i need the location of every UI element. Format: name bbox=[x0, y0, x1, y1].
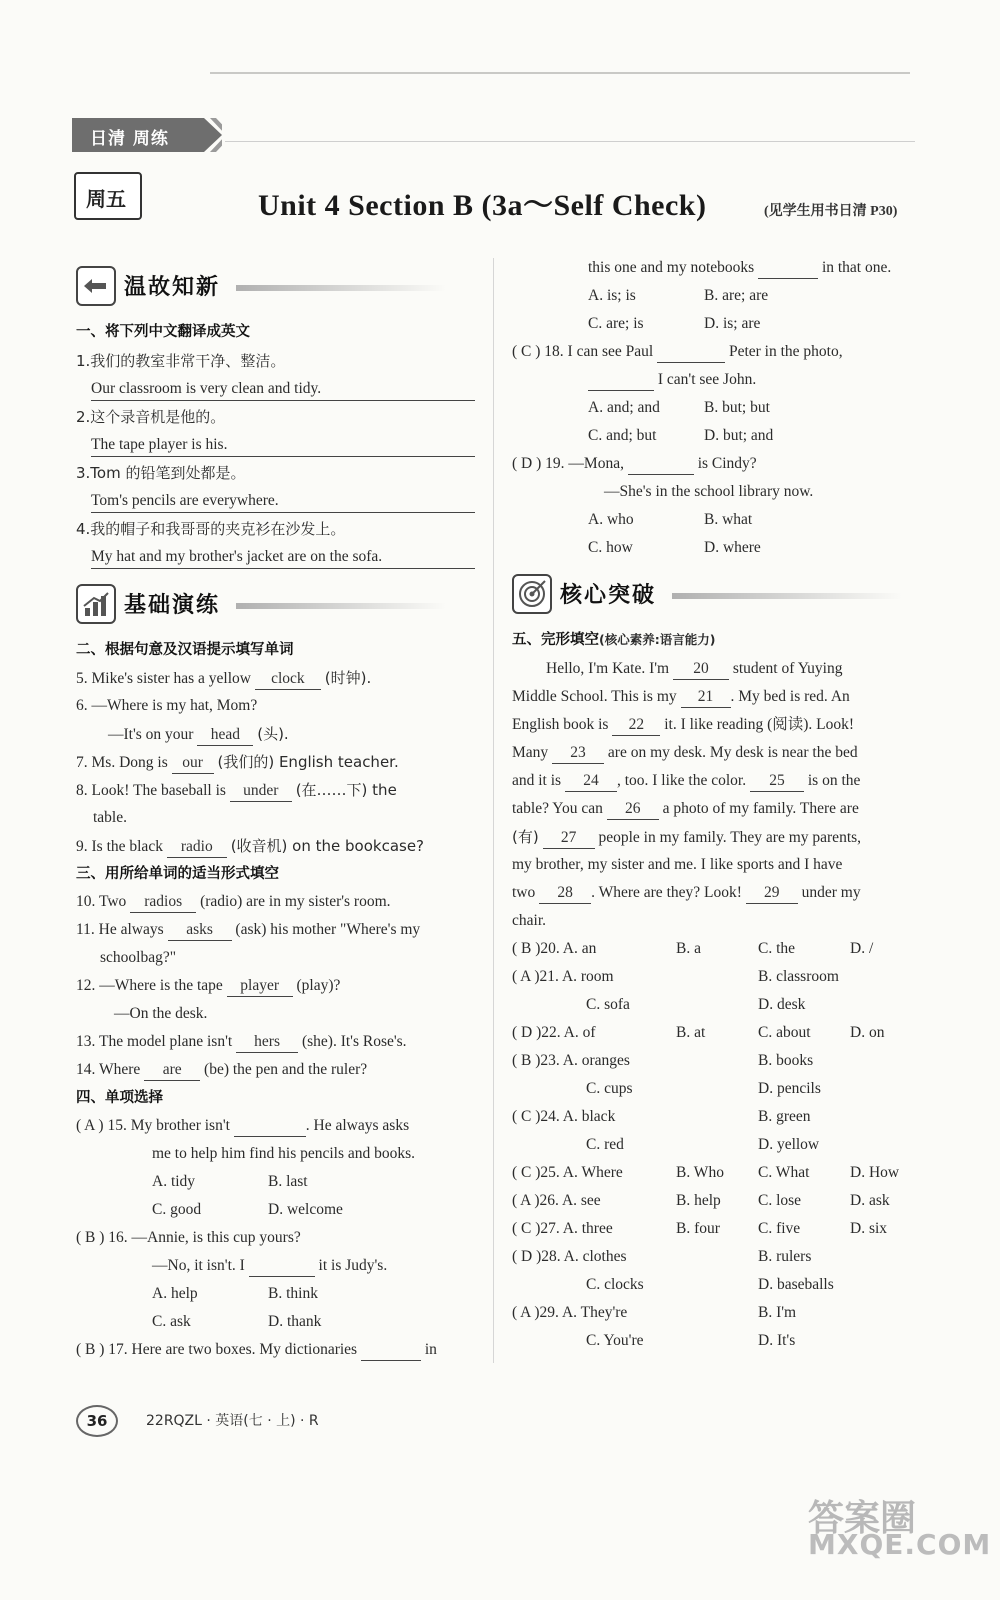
day-flag bbox=[74, 172, 142, 220]
q17-blank2 bbox=[758, 258, 818, 279]
q27-optC: C. five bbox=[758, 1220, 801, 1237]
q11-hint: (ask) his mother "Where's my bbox=[235, 921, 421, 938]
q28-optD: D. baseballs bbox=[758, 1276, 834, 1293]
q17-blank1 bbox=[361, 1340, 421, 1361]
passage-text: Many bbox=[512, 744, 549, 761]
passage-text: student of Yuying bbox=[732, 660, 843, 677]
passage-text: (有) bbox=[512, 828, 539, 846]
q26-optC: C. lose bbox=[758, 1192, 802, 1209]
blank-27: 27 bbox=[543, 828, 595, 849]
q25-optD: D. How bbox=[850, 1164, 900, 1181]
q1-answer: Our classroom is very clean and tidy. bbox=[91, 379, 475, 401]
q24-stem: ( C )24. A. black bbox=[512, 1108, 616, 1125]
q6-blank: head bbox=[197, 725, 253, 746]
passage-line8: my brother, my sister and me. I like sports and I have bbox=[512, 856, 843, 873]
q24-optB: B. green bbox=[758, 1108, 811, 1125]
section-basic bbox=[76, 584, 386, 620]
q22-optB: B. at bbox=[676, 1024, 706, 1041]
q22-stem: ( D )22. A. of bbox=[512, 1024, 596, 1041]
q18-text3: I can't see John. bbox=[657, 371, 757, 388]
q3-chinese: 3.Tom 的铅笔到处都是。 bbox=[76, 464, 246, 482]
q9-blank: radio bbox=[167, 837, 227, 858]
q17-line2 bbox=[588, 258, 891, 279]
q27-optB: B. four bbox=[676, 1220, 720, 1237]
q3-answer: Tom's pencils are everywhere. bbox=[91, 491, 475, 513]
q11-line1 bbox=[76, 920, 420, 941]
q13-blank: hers bbox=[236, 1032, 298, 1053]
blank-29: 29 bbox=[746, 883, 798, 904]
top-rule bbox=[210, 72, 910, 74]
q15-line2: me to help him find his pencils and books. bbox=[152, 1145, 416, 1162]
section-review bbox=[76, 266, 386, 302]
passage-text: table? You can bbox=[512, 800, 603, 817]
q12-hint: (play)? bbox=[296, 977, 341, 994]
blank-25: 25 bbox=[750, 771, 804, 792]
q17-answer: ( B ) bbox=[76, 1341, 105, 1358]
q16-line2 bbox=[152, 1256, 387, 1277]
q25-optC: C. What bbox=[758, 1164, 810, 1181]
q15-optB: B. last bbox=[268, 1173, 308, 1190]
q16-optC: C. ask bbox=[152, 1313, 191, 1330]
bar-chart-icon bbox=[76, 584, 116, 624]
q1-chinese: 1.我们的教室非常干净、整洁。 bbox=[76, 352, 286, 370]
q9-text: 9. Is the black bbox=[76, 838, 163, 855]
q20-optC: C. the bbox=[758, 940, 796, 957]
q5-blank: clock bbox=[255, 669, 321, 690]
q15-answer: ( A ) bbox=[76, 1117, 104, 1134]
q6-line2 bbox=[108, 724, 289, 746]
passage-text: . Where are they? Look! bbox=[591, 884, 742, 901]
q19-line1 bbox=[512, 454, 757, 475]
q18-text: 18. I can see Paul bbox=[544, 343, 654, 360]
q8-hint: (在……下) the bbox=[295, 781, 397, 799]
banner-label: 日清 周练 bbox=[90, 129, 169, 149]
passage-line6 bbox=[512, 799, 859, 820]
book-code: 22RQZL · 英语(七 · 上) · R bbox=[146, 1413, 319, 1429]
q15-text: 15. My brother isn't bbox=[107, 1117, 230, 1134]
q10-text: 10. Two bbox=[76, 893, 127, 910]
q24-optD: D. yellow bbox=[758, 1136, 820, 1153]
q17-optA: A. is; is bbox=[588, 287, 636, 304]
q15-line1 bbox=[76, 1116, 409, 1137]
q18-optC: C. and; but bbox=[588, 427, 657, 444]
q11-blank: asks bbox=[168, 920, 232, 941]
q28-stem: ( D )28. A. clothes bbox=[512, 1248, 627, 1265]
q16-answer: ( B ) bbox=[76, 1229, 105, 1246]
header-rule bbox=[225, 141, 915, 142]
q5-hint: (时钟). bbox=[324, 669, 372, 687]
q9-hint: (收音机) on the bookcase? bbox=[230, 837, 425, 855]
q18-blank2 bbox=[588, 370, 654, 391]
q7-hint: (我们的) English teacher. bbox=[217, 753, 399, 771]
arrows-icon bbox=[76, 266, 116, 306]
q19-answer: ( D ) bbox=[512, 455, 542, 472]
blank-21: 21 bbox=[681, 687, 731, 708]
q21-stem: ( A )21. A. room bbox=[512, 968, 614, 985]
q17-text2: in bbox=[424, 1341, 437, 1358]
passage-text: it. I like reading (阅读). Look! bbox=[664, 716, 855, 733]
q29-optB: B. I'm bbox=[758, 1304, 797, 1321]
q19-text: 19. —Mona, bbox=[545, 455, 624, 472]
q6-text: —It's on your bbox=[108, 726, 194, 743]
passage-text: people in my family. They are my parents, bbox=[598, 829, 862, 846]
q25-optB: B. Who bbox=[676, 1164, 724, 1181]
q16-optA: A. help bbox=[152, 1285, 198, 1302]
q18-answer: ( C ) bbox=[512, 343, 541, 360]
q16-text: 16. —Annie, is this cup yours? bbox=[108, 1229, 301, 1246]
target-icon bbox=[512, 574, 552, 614]
passage-text: Hello, I'm Kate. I'm bbox=[546, 660, 670, 677]
q9 bbox=[76, 836, 424, 858]
q10 bbox=[76, 892, 391, 913]
q20-optD: D. / bbox=[850, 940, 874, 957]
q19-blank bbox=[628, 454, 694, 475]
q29-optC: C. You're bbox=[586, 1332, 644, 1349]
section-basic-title: 基础演练 bbox=[124, 593, 221, 618]
q5 bbox=[76, 668, 371, 690]
q16-blank bbox=[249, 1256, 315, 1277]
q16-optD: D. thank bbox=[268, 1313, 322, 1330]
q12-line2: —On the desk. bbox=[114, 1005, 208, 1022]
q23-optB: B. books bbox=[758, 1052, 814, 1069]
passage-line1 bbox=[546, 659, 843, 680]
q7-blank: our bbox=[172, 753, 214, 774]
passage-line3 bbox=[512, 715, 854, 736]
q15-optC: C. good bbox=[152, 1201, 202, 1218]
q19-optA: A. who bbox=[588, 511, 634, 528]
passage-text: Middle School. This is my bbox=[512, 688, 677, 705]
q23-optC: C. cups bbox=[586, 1080, 633, 1097]
q5-text: 5. Mike's sister has a yellow bbox=[76, 670, 251, 687]
q18-optB: B. but; but bbox=[704, 399, 770, 416]
q14-blank: are bbox=[144, 1060, 200, 1081]
blank-24: 24 bbox=[565, 771, 617, 792]
q21-optC: C. sofa bbox=[586, 996, 630, 1013]
q15-blank bbox=[234, 1116, 306, 1137]
q28-optC: C. clocks bbox=[586, 1276, 644, 1293]
blank-26: 26 bbox=[607, 799, 659, 820]
part5-heading: 五、完形填空 bbox=[512, 632, 599, 648]
q27-optD: D. six bbox=[850, 1220, 888, 1237]
q8-line1 bbox=[76, 780, 397, 802]
q14-text: 14. Where bbox=[76, 1061, 141, 1078]
section-fade-bar bbox=[672, 593, 902, 599]
passage-text: . My bed is red. An bbox=[730, 688, 850, 705]
passage-text: under my bbox=[801, 884, 861, 901]
section-review-title: 温故知新 bbox=[124, 275, 221, 300]
passage-line4 bbox=[512, 743, 858, 764]
passage-text: are on my desk. My desk is near the bed bbox=[607, 744, 858, 761]
q16-text3: it is Judy's. bbox=[318, 1257, 388, 1274]
q11-text: 11. He always bbox=[76, 921, 164, 938]
part4-heading: 四、单项选择 bbox=[76, 1090, 163, 1106]
q24-optC: C. red bbox=[586, 1136, 624, 1153]
q27-stem: ( C )27. A. three bbox=[512, 1220, 613, 1237]
q20-stem: ( B )20. A. an bbox=[512, 940, 597, 957]
blank-22: 22 bbox=[612, 715, 660, 736]
q15-optA: A. tidy bbox=[152, 1173, 196, 1190]
q29-stem: ( A )29. A. They're bbox=[512, 1304, 628, 1321]
q26-stem: ( A )26. A. see bbox=[512, 1192, 601, 1209]
q10-hint: (radio) are in my sister's room. bbox=[200, 893, 391, 910]
q17-text: 17. Here are two boxes. My dictionaries bbox=[108, 1341, 358, 1358]
q23-optD: D. pencils bbox=[758, 1080, 821, 1097]
q6-hint: (头). bbox=[257, 725, 289, 743]
q4-chinese: 4.我的帽子和我哥哥的夹克衫在沙发上。 bbox=[76, 520, 346, 538]
q26-optB: B. help bbox=[676, 1192, 721, 1209]
q2-answer: The tape player is his. bbox=[91, 435, 475, 457]
q17-optB: B. are; are bbox=[704, 287, 769, 304]
page-number: 36 bbox=[76, 1405, 118, 1437]
q17-text3: this one and my notebooks bbox=[588, 259, 755, 276]
part5-heading-row bbox=[512, 630, 715, 650]
q16-optB: B. think bbox=[268, 1285, 318, 1302]
q12-line1 bbox=[76, 976, 340, 997]
q15-optD: D. welcome bbox=[268, 1201, 343, 1218]
q18-line2 bbox=[588, 370, 756, 391]
q12-text: 12. —Where is the tape bbox=[76, 977, 223, 994]
q10-blank: radios bbox=[130, 892, 196, 913]
q4-answer: My hat and my brother's jacket are on the sofa. bbox=[91, 547, 475, 569]
q17-line1 bbox=[76, 1340, 437, 1361]
q19-line2: —She's in the school library now. bbox=[604, 483, 814, 500]
q7-text: 7. Ms. Dong is bbox=[76, 754, 168, 771]
q12-blank: player bbox=[227, 976, 293, 997]
q26-optD: D. ask bbox=[850, 1192, 890, 1209]
q22-optC: C. about bbox=[758, 1024, 811, 1041]
q21-optD: D. desk bbox=[758, 996, 806, 1013]
passage-line5 bbox=[512, 771, 860, 792]
day-label: 周五 bbox=[86, 187, 126, 211]
passage-text: and it is bbox=[512, 772, 562, 789]
q18-optD: D. but; and bbox=[704, 427, 774, 444]
q28-optB: B. rulers bbox=[758, 1248, 812, 1265]
part5-note: (核心素养:语言能力) bbox=[599, 632, 716, 647]
q22-optD: D. on bbox=[850, 1024, 885, 1041]
q18-text2: Peter in the photo, bbox=[728, 343, 843, 360]
q17-optC: C. are; is bbox=[588, 315, 644, 332]
q7 bbox=[76, 752, 399, 774]
q14 bbox=[76, 1060, 367, 1081]
q11-line2: schoolbag?" bbox=[100, 949, 177, 966]
part3-heading: 三、用所给单词的适当形式填空 bbox=[76, 866, 279, 882]
passage-line9 bbox=[512, 883, 861, 904]
q17-text4: in that one. bbox=[821, 259, 892, 276]
q18-blank1 bbox=[657, 342, 725, 363]
watermark-logo: 答案圈 bbox=[808, 1498, 917, 1539]
q18-line1 bbox=[512, 342, 843, 363]
q14-hint: (be) the pen and the ruler? bbox=[204, 1061, 368, 1078]
passage-text: English book is bbox=[512, 716, 609, 733]
q2-chinese: 2.这个录音机是他的。 bbox=[76, 408, 226, 426]
section-core-title: 核心突破 bbox=[560, 583, 657, 608]
blank-28: 28 bbox=[539, 883, 591, 904]
q29-optD: D. It's bbox=[758, 1332, 796, 1349]
q20-optB: B. a bbox=[676, 940, 701, 957]
q21-optB: B. classroom bbox=[758, 968, 839, 985]
section-fade-bar bbox=[236, 285, 446, 291]
part2-heading: 二、根据句意及汉语提示填写单词 bbox=[76, 642, 294, 658]
q6-line1: 6. —Where is my hat, Mom? bbox=[76, 697, 258, 714]
q17-optD: D. is; are bbox=[704, 315, 761, 332]
blank-23: 23 bbox=[552, 743, 604, 764]
q19-optD: D. where bbox=[704, 539, 761, 556]
q13-hint: (she). It's Rose's. bbox=[301, 1033, 407, 1050]
q19-optC: C. how bbox=[588, 539, 633, 556]
page-title: Unit 4 Section B (3a～Self Check) bbox=[258, 189, 707, 222]
q8-line2: table. bbox=[93, 809, 127, 826]
q15-text2: . He always asks bbox=[305, 1117, 410, 1134]
passage-text: a photo of my family. There are bbox=[662, 800, 859, 817]
q16-text2: —No, it isn't. I bbox=[152, 1257, 245, 1274]
q13-text: 13. The model plane isn't bbox=[76, 1033, 233, 1050]
passage-line10: chair. bbox=[512, 912, 546, 929]
q25-stem: ( C )25. A. Where bbox=[512, 1164, 623, 1181]
section-fade-bar bbox=[236, 603, 446, 609]
passage-line2 bbox=[512, 687, 850, 708]
section-core bbox=[512, 574, 842, 610]
passage-line7 bbox=[512, 827, 861, 849]
q18-optA: A. and; and bbox=[588, 399, 660, 416]
q8-blank: under bbox=[230, 781, 292, 802]
q13 bbox=[76, 1032, 407, 1053]
q23-stem: ( B )23. A. oranges bbox=[512, 1052, 630, 1069]
q8-text: 8. Look! The baseball is bbox=[76, 782, 226, 799]
q16-line1 bbox=[76, 1228, 301, 1248]
blank-20: 20 bbox=[673, 659, 729, 680]
passage-text: , too. I like the color. bbox=[616, 772, 747, 789]
page-reference: (见学生用书日清 P30) bbox=[764, 204, 898, 219]
passage-text: is on the bbox=[807, 772, 861, 789]
q19-optB: B. what bbox=[704, 511, 753, 528]
watermark-url: MXQE.COM bbox=[808, 1528, 992, 1561]
column-divider bbox=[493, 258, 494, 1363]
passage-text: two bbox=[512, 884, 536, 901]
q19-text2: is Cindy? bbox=[697, 455, 757, 472]
part1-heading: 一、将下列中文翻译成英文 bbox=[76, 324, 250, 340]
